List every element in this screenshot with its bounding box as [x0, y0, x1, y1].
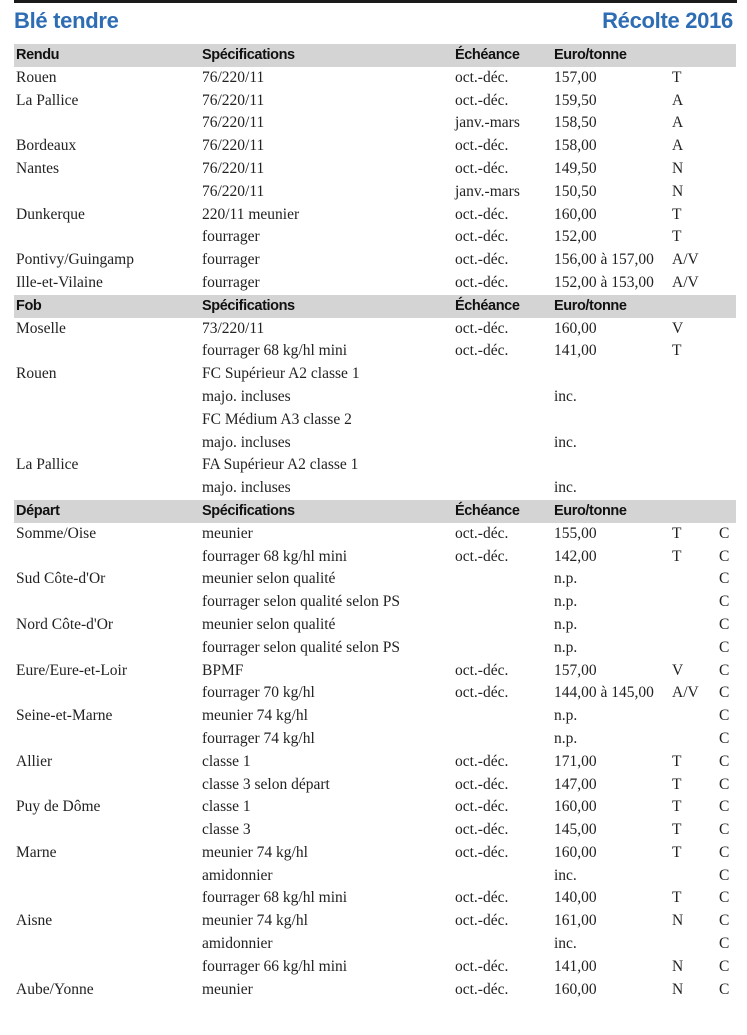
cell-location: Sud Côte-d'Or: [16, 570, 106, 588]
cell-specification: fourrager: [202, 273, 260, 291]
cell-location: Pontivy/Guingamp: [16, 251, 134, 269]
cell-code: T: [672, 752, 682, 770]
section-header-row: [14, 44, 736, 67]
cell-price: 159,50: [554, 91, 597, 109]
cell-flag: C: [719, 707, 730, 725]
section-header-row: [14, 500, 736, 523]
cell-flag: C: [719, 980, 730, 998]
table-row: [14, 272, 736, 295]
cell-due-date: oct.-déc.: [455, 775, 509, 793]
cell-due-date: oct.-déc.: [455, 205, 509, 223]
table-row: [14, 842, 736, 865]
cell-code: A: [672, 91, 684, 109]
cell-flag: C: [719, 843, 730, 861]
cell-due-date: oct.-déc.: [455, 957, 509, 975]
table-row: [14, 409, 736, 432]
cell-location: Puy de Dôme: [16, 798, 101, 816]
cell-code: T: [672, 775, 682, 793]
cell-code: A/V: [672, 273, 699, 291]
cell-location: Moselle: [16, 319, 66, 337]
cell-specification: 76/220/11: [202, 182, 265, 200]
table-row: [14, 956, 736, 979]
section-header-row: [14, 295, 736, 318]
cell-due-date: oct.-déc.: [455, 889, 509, 907]
table-row: [14, 340, 736, 363]
cell-specification: classe 1: [202, 752, 251, 770]
header-specifications: Spécifications: [202, 297, 295, 314]
cell-flag: C: [719, 593, 730, 611]
cell-flag: C: [719, 912, 730, 930]
cell-price: 141,00: [554, 957, 597, 975]
cell-flag: C: [719, 684, 730, 702]
table-row: [14, 660, 736, 683]
cell-specification: meunier 74 kg/hl: [202, 843, 308, 861]
cell-location: Somme/Oise: [16, 524, 97, 542]
table-row: [14, 979, 736, 1002]
cell-price: 171,00: [554, 752, 597, 770]
cell-code: N: [672, 912, 684, 930]
cell-due-date: oct.-déc.: [455, 684, 509, 702]
cell-code: T: [672, 524, 682, 542]
cell-due-date: oct.-déc.: [455, 137, 509, 155]
cell-code: T: [672, 547, 682, 565]
cell-location: Dunkerque: [16, 205, 85, 223]
table-row: [14, 682, 736, 705]
cell-price: 157,00: [554, 68, 597, 86]
cell-specification: 73/220/11: [202, 319, 265, 337]
cell-location: Nord Côte-d'Or: [16, 615, 114, 633]
cell-flag: C: [719, 798, 730, 816]
cell-location: Rouen: [16, 68, 57, 86]
cell-specification: BPMF: [202, 661, 244, 679]
header-price: Euro/tonne: [554, 502, 627, 519]
table-row: [14, 112, 736, 135]
cell-flag: C: [719, 957, 730, 975]
table-row: [14, 614, 736, 637]
header-location: Départ: [16, 502, 60, 519]
cell-price: 160,00: [554, 980, 597, 998]
cell-code: N: [672, 957, 684, 975]
cell-specification: fourrager 68 kg/hl mini: [202, 547, 348, 565]
table-row: [14, 705, 736, 728]
cell-price: 158,00: [554, 137, 597, 155]
cell-specification: 76/220/11: [202, 91, 265, 109]
cell-specification: FC Médium A3 classe 2: [202, 410, 352, 428]
cell-code: T: [672, 889, 682, 907]
cell-price: n.p.: [554, 729, 578, 747]
cell-price: 155,00: [554, 524, 597, 542]
cell-due-date: oct.-déc.: [455, 661, 509, 679]
cell-flag: C: [719, 866, 730, 884]
cell-due-date: oct.-déc.: [455, 342, 509, 360]
header-price: Euro/tonne: [554, 297, 627, 314]
cell-flag: C: [719, 570, 730, 588]
cell-due-date: janv.-mars: [455, 182, 520, 200]
cell-price: inc.: [554, 479, 577, 497]
cell-location: Nantes: [16, 159, 60, 177]
cell-price: 141,00: [554, 342, 597, 360]
title-bar: [14, 6, 733, 36]
cell-specification: fourrager 74 kg/hl: [202, 729, 315, 747]
cell-code: T: [672, 821, 682, 839]
cell-price: 161,00: [554, 912, 597, 930]
table-row: [14, 887, 736, 910]
cell-due-date: oct.-déc.: [455, 821, 509, 839]
cell-specification: FA Supérieur A2 classe 1: [202, 456, 359, 474]
cell-due-date: oct.-déc.: [455, 159, 509, 177]
cell-location: Eure/Eure-et-Loir: [16, 661, 128, 679]
cell-specification: fourrager 66 kg/hl mini: [202, 957, 348, 975]
cell-location: Aube/Yonne: [16, 980, 94, 998]
cell-specification: fourrager: [202, 228, 260, 246]
table-row: [14, 477, 736, 500]
table-row: [14, 751, 736, 774]
table-row: [14, 568, 736, 591]
cell-specification: fourrager 68 kg/hl mini: [202, 342, 348, 360]
cell-code: A: [672, 137, 684, 155]
header-specifications: Spécifications: [202, 502, 295, 519]
cell-specification: 76/220/11: [202, 114, 265, 132]
cell-code: N: [672, 159, 684, 177]
cell-location: Ille-et-Vilaine: [16, 273, 103, 291]
cell-code: V: [672, 661, 684, 679]
cell-due-date: janv.-mars: [455, 114, 520, 132]
cell-price: 142,00: [554, 547, 597, 565]
table-row: [14, 523, 736, 546]
table-row: [14, 819, 736, 842]
cell-location: Aisne: [16, 912, 53, 930]
cell-flag: C: [719, 547, 730, 565]
cell-specification: fourrager 70 kg/hl: [202, 684, 315, 702]
cell-flag: C: [719, 638, 730, 656]
table-row: [14, 933, 736, 956]
cell-code: T: [672, 843, 682, 861]
cell-specification: 76/220/11: [202, 159, 265, 177]
cell-price: 152,00: [554, 228, 597, 246]
header-location: Rendu: [16, 47, 60, 63]
cell-specification: fourrager selon qualité selon PS: [202, 593, 401, 611]
cell-code: T: [672, 205, 682, 223]
table-row: [14, 67, 736, 90]
cell-specification: FC Supérieur A2 classe 1: [202, 365, 360, 383]
cell-specification: classe 3: [202, 821, 251, 839]
cell-code: A: [672, 114, 684, 132]
cell-due-date: oct.-déc.: [455, 228, 509, 246]
cell-flag: C: [719, 729, 730, 747]
table-row: [14, 546, 736, 569]
cell-flag: C: [719, 889, 730, 907]
cell-flag: C: [719, 752, 730, 770]
harvest-year: Récolte 2016: [602, 8, 733, 33]
cell-due-date: oct.-déc.: [455, 273, 509, 291]
cell-price: inc.: [554, 935, 577, 953]
cell-price: n.p.: [554, 615, 578, 633]
cell-due-date: oct.-déc.: [455, 319, 509, 337]
table-row: [14, 318, 736, 341]
cell-specification: 220/11 meunier: [202, 205, 300, 223]
cell-specification: meunier 74 kg/hl: [202, 912, 308, 930]
cell-specification: 76/220/11: [202, 137, 265, 155]
cell-location: La Pallice: [16, 456, 79, 474]
cell-price: 149,50: [554, 159, 597, 177]
cell-location: Allier: [16, 752, 53, 770]
cell-location: La Pallice: [16, 91, 79, 109]
cell-price: 160,00: [554, 319, 597, 337]
header-due-date: Échéance: [455, 502, 520, 519]
cell-price: 145,00: [554, 821, 597, 839]
cell-specification: classe 3 selon départ: [202, 775, 330, 793]
cell-location: Seine-et-Marne: [16, 707, 113, 725]
cell-flag: C: [719, 935, 730, 953]
cell-location: Marne: [16, 843, 57, 861]
cell-price: n.p.: [554, 593, 578, 611]
table-row: [14, 226, 736, 249]
cell-code: V: [672, 319, 684, 337]
cell-flag: C: [719, 661, 730, 679]
cell-due-date: oct.-déc.: [455, 547, 509, 565]
cell-specification: amidonnier: [202, 935, 273, 953]
cell-specification: majo. incluses: [202, 433, 291, 451]
cell-due-date: oct.-déc.: [455, 752, 509, 770]
table-row: [14, 910, 736, 933]
cell-location: Rouen: [16, 365, 57, 383]
cell-code: N: [672, 980, 684, 998]
cell-price: n.p.: [554, 707, 578, 725]
price-table: [14, 44, 736, 1001]
header-due-date: Échéance: [455, 297, 520, 314]
table-row: [14, 204, 736, 227]
cell-due-date: oct.-déc.: [455, 843, 509, 861]
cell-specification: fourrager selon qualité selon PS: [202, 638, 401, 656]
cell-price: 140,00: [554, 889, 597, 907]
table-row: [14, 135, 736, 158]
cell-specification: 76/220/11: [202, 68, 265, 86]
cell-flag: C: [719, 821, 730, 839]
header-due-date: Échéance: [455, 47, 520, 63]
cell-price: 160,00: [554, 843, 597, 861]
header-specifications: Spécifications: [202, 47, 295, 63]
cell-price: 157,00: [554, 661, 597, 679]
cell-price: inc.: [554, 387, 577, 405]
table-row: [14, 728, 736, 751]
cell-code: N: [672, 182, 684, 200]
header-price: Euro/tonne: [554, 47, 627, 63]
cell-price: 144,00 à 145,00: [554, 684, 654, 702]
cell-code: T: [672, 342, 682, 360]
cell-price: 156,00 à 157,00: [554, 251, 654, 269]
top-rule: [14, 0, 737, 3]
cell-specification: classe 1: [202, 798, 251, 816]
table-row: [14, 181, 736, 204]
cell-specification: meunier: [202, 524, 253, 542]
cell-specification: fourrager 68 kg/hl mini: [202, 889, 348, 907]
cell-code: A/V: [672, 251, 699, 269]
cell-code: T: [672, 228, 682, 246]
cell-specification: majo. incluses: [202, 479, 291, 497]
cell-due-date: oct.-déc.: [455, 68, 509, 86]
cell-code: T: [672, 798, 682, 816]
table-row: [14, 865, 736, 888]
table-row: [14, 158, 736, 181]
table-row: [14, 432, 736, 455]
cell-flag: C: [719, 615, 730, 633]
cell-specification: meunier selon qualité: [202, 615, 336, 633]
cell-due-date: oct.-déc.: [455, 798, 509, 816]
cell-price: n.p.: [554, 638, 578, 656]
cell-price: 147,00: [554, 775, 597, 793]
table-row: [14, 637, 736, 660]
header-location: Fob: [16, 297, 42, 314]
cell-due-date: oct.-déc.: [455, 912, 509, 930]
table-row: [14, 774, 736, 797]
table-row: [14, 249, 736, 272]
table-row: [14, 386, 736, 409]
table-row: [14, 363, 736, 386]
table-row: [14, 591, 736, 614]
table-row: [14, 796, 736, 819]
cell-flag: C: [719, 524, 730, 542]
cell-code: A/V: [672, 684, 699, 702]
cell-price: 160,00: [554, 205, 597, 223]
cell-specification: majo. incluses: [202, 387, 291, 405]
cell-price: 158,50: [554, 114, 597, 132]
cell-specification: meunier: [202, 980, 253, 998]
cell-due-date: oct.-déc.: [455, 524, 509, 542]
cell-due-date: oct.-déc.: [455, 251, 509, 269]
cell-price: inc.: [554, 866, 577, 884]
cell-price: n.p.: [554, 570, 578, 588]
cell-code: T: [672, 68, 682, 86]
cell-price: inc.: [554, 433, 577, 451]
cell-specification: amidonnier: [202, 866, 273, 884]
cell-specification: meunier selon qualité: [202, 570, 336, 588]
table-row: [14, 454, 736, 477]
page-title: Blé tendre: [14, 8, 119, 33]
cell-price: 150,50: [554, 182, 597, 200]
cell-specification: meunier 74 kg/hl: [202, 707, 308, 725]
cell-flag: C: [719, 775, 730, 793]
cell-price: 152,00 à 153,00: [554, 273, 654, 291]
cell-due-date: oct.-déc.: [455, 980, 509, 998]
cell-specification: fourrager: [202, 251, 260, 269]
table-row: [14, 90, 736, 113]
cell-price: 160,00: [554, 798, 597, 816]
cell-due-date: oct.-déc.: [455, 91, 509, 109]
cell-location: Bordeaux: [16, 137, 77, 155]
